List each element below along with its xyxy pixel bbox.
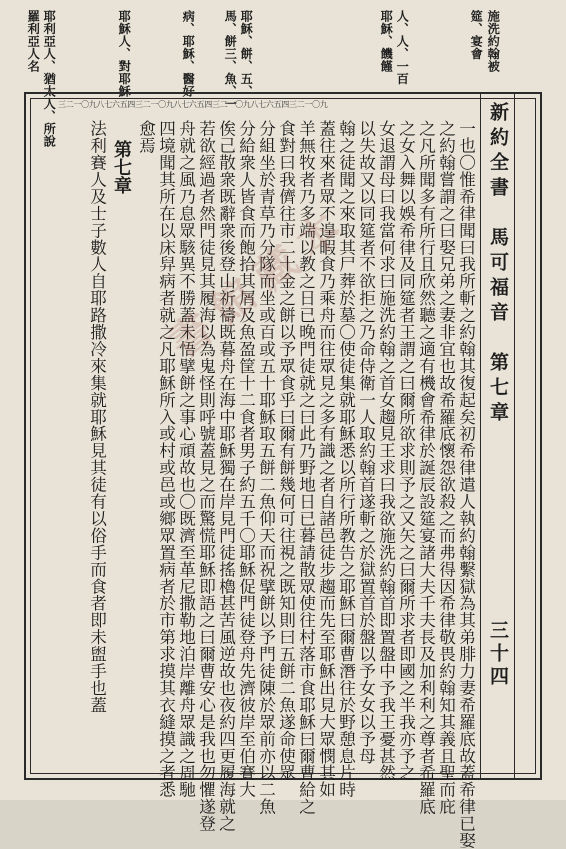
glossary-line: 耶穌人、對耶穌 xyxy=(117,10,132,98)
chapter-first-column: 法利賽人及士子數人自耶路撒冷來集就耶穌見其徒有以俗手而食者即未盥手也蓋 xyxy=(87,120,107,714)
glossary-line: 耶穌、餅、五、 xyxy=(239,10,254,98)
glossary-line: 施洗約翰被 xyxy=(486,10,501,73)
library-watermark: 書館藏本 xyxy=(159,196,360,368)
glossary-line: 耶利亞人、猶太人、所說 xyxy=(42,10,57,148)
body-column: 之約翰嘗謂之曰娶兄弟之妻非宜也故希羅底懷怨欲殺之而弗得因希律敬畏約翰知其義且聖而庇 xyxy=(436,120,456,815)
glossary-line: 馬、餅三、魚、一 xyxy=(223,10,238,110)
body-column: 分給衆人皆食而飽拾其屑及魚盈筐十二食者男子約五千〇耶穌促門徒登舟先濟彼岸至伯賽大 xyxy=(236,120,256,798)
body-column: 舟就之風乃息眾駭異不勝蓋未悟擘餅之事心頑故也〇既濟至革尼撒勒地泊岸離舟眾識之周馳 xyxy=(176,120,196,798)
body-column: 女退謂母曰我當何求曰施洗約翰之首女趨見王求曰我欲施洗約翰首即置盤中予我王憂甚然 xyxy=(376,120,396,782)
body-column: 蓋往來者眾不遑暇食乃乘舟而往眾見之多有識之者自諸邑徒步趨而先至耶穌出見大眾憫其如 xyxy=(316,120,336,798)
body-column: 若欲經過者然門徒見其履海以為鬼怪則呼號蓋見之而驚慌耶穌即語之曰爾曹安心是我也勿懼遂登 xyxy=(196,120,216,832)
body-column: 一也〇惟希律聞曰我所斬之約翰其復起矣初希律遣人執約翰繫獄為其弟腓力妻希羅底故蓋希律已娶 xyxy=(456,120,476,849)
page-number: 三十四 xyxy=(487,620,509,689)
body-column: 羊無牧者乃多端以教之日已晚門徒就之曰此乃野地日已暮請散眾使往村落市食耶穌曰爾曹給之 xyxy=(296,120,316,815)
running-header-title: 新約全書 馬可福音 第七章 xyxy=(487,102,509,427)
body-column: 以失故又以同筵者不欲拒之乃命侍衛一人取約翰首遂斬之於獄置首於盤以予女女以予母 xyxy=(356,120,376,765)
header-divider-rule xyxy=(514,92,515,780)
body-column: 之女入舞以娛希律及同筵者王謂之曰爾所欲求則予之又矢之曰爾所求者即國之半我亦予之 xyxy=(396,120,416,782)
body-column: 之凡所聞多有所行且欣然聽之適有機會希律於誕辰設筵宴諸大夫千夫長及加利利之尊者希羅底 xyxy=(416,120,436,815)
body-column: 俟己散衆既辭衆後登山祈禱既暮舟在海中耶穌獨在岸見門徒搖櫓甚苦風逆故也夜約四更履海就之 xyxy=(216,120,236,832)
body-column: 分組坐於青草乃分隊而坐或百或五十耶穌取五餅二魚仰天而祝擘餅以予門徒陳於眾前亦以二魚 xyxy=(256,120,276,815)
body-column: 翰之徒聞之來取其尸葬於墓〇使徒集就耶穌悉以所行所教告之耶穌曰爾曹潛往於野憩息片時 xyxy=(336,120,356,798)
glossary-line: 羅利亞人名 xyxy=(26,10,41,73)
body-column: 四境聞其所在以床舁病者就之凡耶穌所入或村或邑或鄉眾置病者於市第求摸其衣縫摸之者悉 xyxy=(156,120,176,798)
body-column: 愈焉 xyxy=(136,120,156,154)
glossary-line: 筵、宴會 xyxy=(469,10,484,60)
glossary-line: 耶穌、饑饉 xyxy=(379,10,394,73)
body-divider-rule xyxy=(480,92,481,780)
verse-number-strip: 三二一〇九八七六五四三二一〇九八七六五四三二一〇九八七六五四三二一〇九 xyxy=(58,100,328,109)
body-column: 食對曰我儕往市二十金之餅以予眾食乎曰爾有餅幾何可往視之既知則曰五餅二魚遂命使眾 xyxy=(276,120,296,782)
glossary-line: 病、耶穌、醫好 xyxy=(181,10,196,98)
chapter-heading: 第七章 xyxy=(111,140,132,194)
glossary-line: 人、人、一百 xyxy=(395,10,410,85)
